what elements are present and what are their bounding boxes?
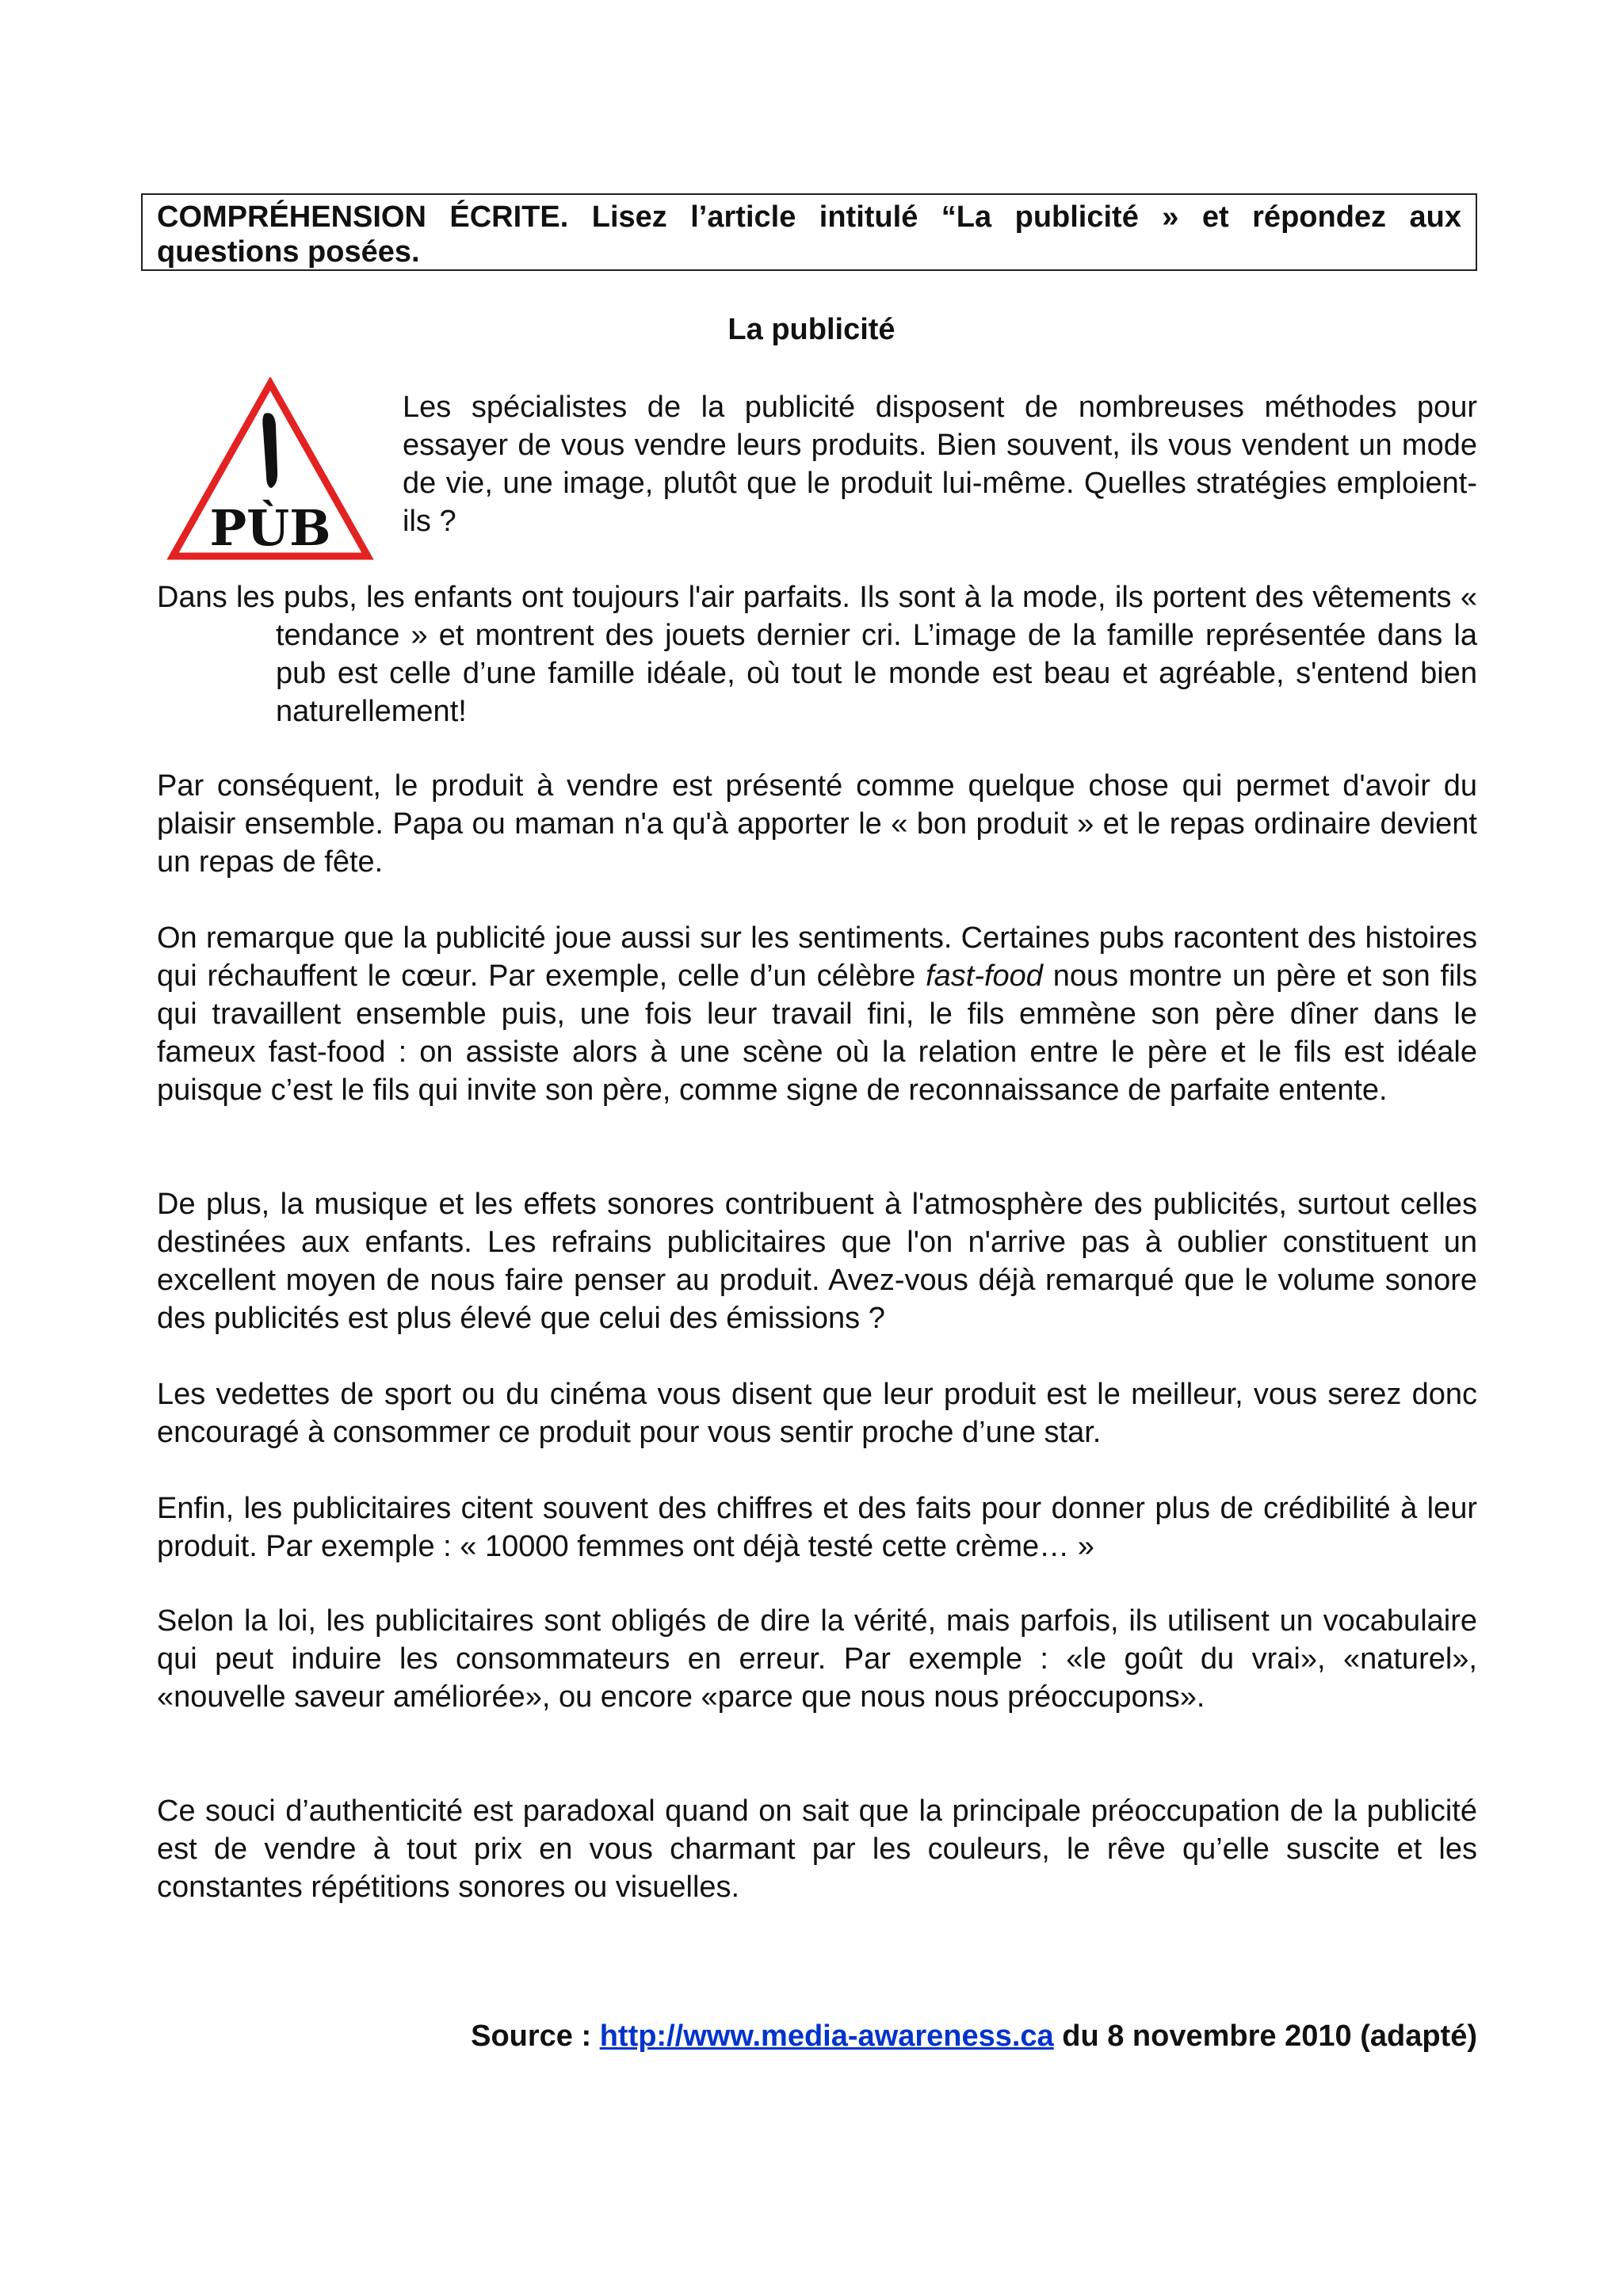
source-suffix: du 8 novembre 2010 (adapté) <box>1053 2019 1477 2053</box>
paragraph-3-part-1: On remarque que la publicité joue aussi sur les sentiments. Certaines pubs racontent des histoires qui réchauffent le cœur. Par exemple, celle d’un célèbre <box>157 921 1477 993</box>
instruction-text: COMPRÉHENSION ÉCRITE. Lisez l’article intitulé “La publicité » et répondez aux questions posées. <box>157 200 1461 269</box>
article-title: La publicité <box>727 313 896 346</box>
paragraph-3 <box>157 919 1477 1109</box>
source-line <box>157 2017 1477 2055</box>
paragraph-3-italic: fast-food <box>926 959 1043 993</box>
paragraph-1: Dans les pubs, les enfants ont toujours l'air parfaits. Ils sont à la mode, ils portent des vêtements « tendance » et montrent des jouets dernier cri. L’image de la famille représentée dans la pub est celle d’une famille idéale, où tout le monde est beau et agréable, s'entend bien naturellement! <box>157 581 1477 728</box>
paragraph-4: De plus, la musique et les effets sonores contribuent à l'atmosphère des publicités, surtout celles destinées aux enfants. Les refrains publicitaires que l'on n'arrive pas à oublier constituent un excellent moyen de nous faire penser au produit. Avez-vous déjà remarqué que le volume sonore des publicités est plus élevé que celui des émissions ? <box>157 1188 1477 1335</box>
paragraph-8: Ce souci d’authenticité est paradoxal quand on sait que la principale préoccupation de la publicité est de vendre à tout prix en vous charmant par les couleurs, le rêve qu’elle suscite et les constantes répétitions sonores ou visuelles. <box>157 1794 1477 1904</box>
paragraph-7: Selon la loi, les publicitaires sont obligés de dire la vérité, mais parfois, ils utilisent un vocabulaire qui peut induire les consommateurs en erreur. Par exemple : «le goût du vrai», «naturel», «nouvelle saveur améliorée», ou encore «parce que nous nous préoccupons». <box>157 1604 1477 1714</box>
paragraph-intro: Les spécialistes de la publicité disposent de nombreuses méthodes pour essayer de vous vendre leurs produits. Bien souvent, ils vous vendent un mode de vie, une image, plutôt que le produit lui-même. Quelles stratégies emploient-ils ? <box>403 391 1477 538</box>
pub-warning-triangle-icon <box>166 377 374 564</box>
paragraph-6: Enfin, les publicitaires citent souvent des chiffres et des faits pour donner plus de crédibilité à leur produit. Par exemple : « 10000 femmes ont déjà testé cette crème… » <box>157 1492 1477 1563</box>
instruction-box <box>141 193 1477 271</box>
source-prefix: Source : <box>471 2019 600 2053</box>
paragraph-3-part-2: nous montre un père et son fils qui travaillent ensemble puis, une fois leur travail fini, le fils emmène son père dîner dans le fameux fast-food : on assiste alors à une scène où la relation entre le père et le fils est idéale puisque c’est le fils qui invite son père, comme signe de reconnaissance de parfaite entente. <box>157 959 1477 1107</box>
paragraph-2: Par conséquent, le produit à vendre est présenté comme quelque chose qui permet d'avoir du plaisir ensemble. Papa ou maman n'a qu'à apporter le « bon produit » et le repas ordinaire devient un repas de fête. <box>157 769 1477 879</box>
paragraph-5: Les vedettes de sport ou du cinéma vous disent que leur produit est le meilleur, vous serez donc encouragé à consommer ce produit pour vous sentir proche d’une star. <box>157 1378 1477 1449</box>
source-link[interactable]: http://www.media-awareness.ca <box>599 2019 1054 2053</box>
logo-text: PÙB <box>209 499 331 557</box>
